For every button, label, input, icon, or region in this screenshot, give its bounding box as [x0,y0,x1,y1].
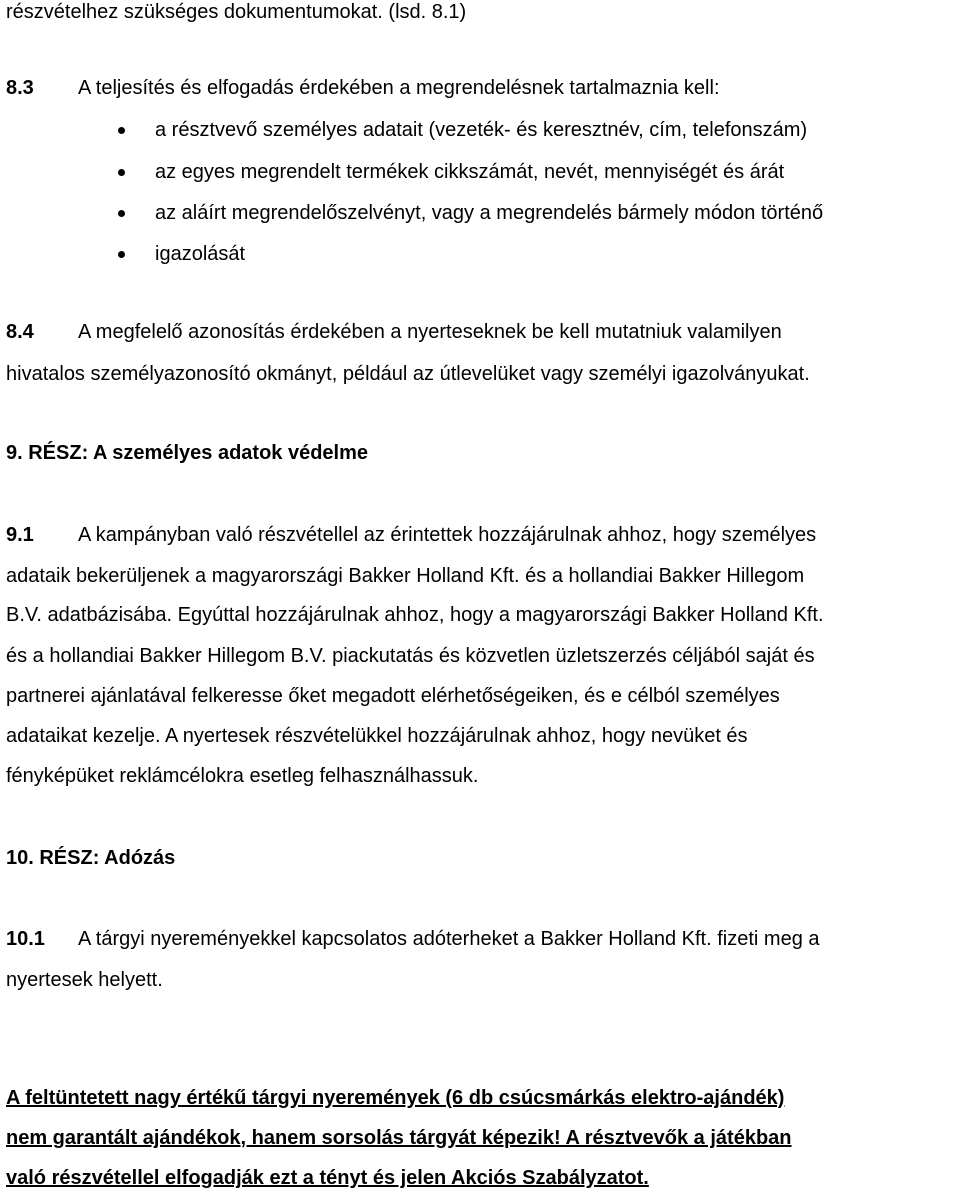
section-8-3-bullet: a résztvevő személyes adatait (vezeték- és keresztnév, cím, telefonszám) [155,119,808,141]
section-9-1-line: adataik bekerüljenek a magyarországi Bakker Holland Kft. és a hollandiai Bakker Hillegom [6,565,805,587]
section-9-1-line: partnerei ajánlatával felkeresse őket megadott elérhetőségeiken, és e célból személyes [6,685,780,707]
section-8-3-text: A teljesítés és elfogadás érdekében a megrendelésnek tartalmaznia kell: [78,77,720,99]
section-8-3-number: 8.3 [6,77,34,99]
section-10-1-line: nyertesek helyett. [6,969,163,991]
top-fragment-text: részvételhez szükséges dokumentumokat. (lsd. 8.1) [6,1,467,23]
bullet-icon [118,127,125,134]
section-8-3-bullet: igazolását [155,243,246,265]
section-9-1-line: B.V. adatbázisába. Egyúttal hozzájárulnak ahhoz, hogy a magyarországi Bakker Holland Kft. [6,604,824,626]
section-10-1-number: 10.1 [6,928,45,950]
notice-line: A feltüntetett nagy értékű tárgyi nyeremények (6 db csúcsmárkás elektro-ajándék) [6,1087,785,1109]
heading-part-9: 9. RÉSZ: A személyes adatok védelme [6,442,369,464]
section-10-1-line: A tárgyi nyereményekkel kapcsolatos adóterheket a Bakker Holland Kft. fizeti meg a [78,928,820,950]
section-9-1-line: adataikat kezelje. A nyertesek részvételükkel hozzájárulnak ahhoz, hogy nevüket és [6,725,748,747]
section-8-3-bullet: az aláírt megrendelőszelvényt, vagy a megrendelés bármely módon történő [155,202,824,224]
bullet-icon [118,169,125,176]
section-9-1-number: 9.1 [6,524,34,546]
section-8-4-line: hivatalos személyazonosító okmányt, például az útlevelüket vagy személyi igazolványukat. [6,363,810,385]
bullet-icon [118,251,125,258]
heading-part-10: 10. RÉSZ: Adózás [6,847,176,869]
notice-line: való részvétellel elfogadják ezt a tényt és jelen Akciós Szabályzatot. [6,1167,649,1189]
section-9-1-line: A kampányban való részvétellel az érintettek hozzájárulnak ahhoz, hogy személyes [78,524,817,546]
section-9-1-line: és a hollandiai Bakker Hillegom B.V. piackutatás és közvetlen üzletszerzés céljából saját és [6,645,815,667]
section-9-1-line: fényképüket reklámcélokra esetleg felhasználhassuk. [6,765,479,787]
notice-line: nem garantált ajándékok, hanem sorsolás tárgyát képezik! A résztvevők a játékban [6,1127,792,1149]
section-8-3-bullet: az egyes megrendelt termékek cikkszámát, nevét, mennyiségét és árát [155,161,785,183]
bullet-icon [118,210,125,217]
section-8-4-line: A megfelelő azonosítás érdekében a nyerteseknek be kell mutatniuk valamilyen [78,321,782,343]
section-8-4-number: 8.4 [6,321,34,343]
